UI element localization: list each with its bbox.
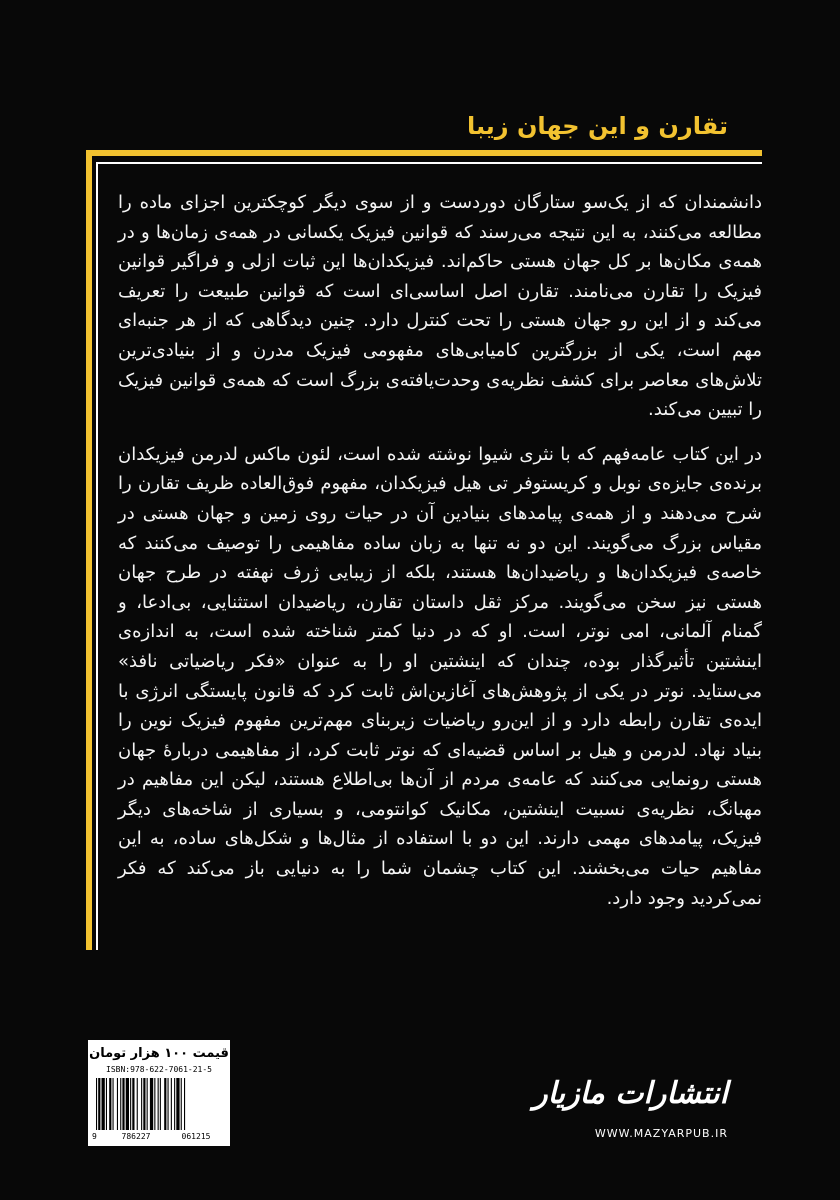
frame-left-yellow (86, 150, 92, 950)
barcode-bar (143, 1078, 145, 1130)
barcode-bar (164, 1078, 166, 1130)
barcode-bar (176, 1078, 179, 1130)
barcode-bar (122, 1078, 124, 1130)
barcode-bar (117, 1078, 118, 1130)
barcode-box (88, 1040, 230, 1146)
barcode-bar (137, 1078, 138, 1130)
publisher-website: WWW.MAZYARPUB.IR (594, 1127, 728, 1140)
barcode-bar (174, 1078, 175, 1130)
barcode-bar (154, 1078, 155, 1130)
price-label: قیمت ۱۰۰ هزار تومان (89, 1046, 229, 1061)
barcode-bar (109, 1078, 111, 1130)
blurb-paragraph-2: در این کتاب عامه‌فهم که با نثری شیوا نوشته شده است، لئون ماکس لدرمن فیزیکدان برنده‌ی جایزه‌ی نوبل و کریستوفر تی هیل فیزیکدان، مفهوم فوق‌العاده ظریف تقارن را شرح می‌دهند و از همه‌ی پیامدهای بنیادین آن در حیات روی زمین و جهان هستی در مقیاس بزرگ می‌گویند. این دو نه تنها به زبان ساده مفاهیمی را توصیف می‌کنند که خاصه‌ی فیزیکدان‌ها و ریاضیدان‌ها هستند، بلکه از زیبایی ژرف نهفته در طرح جهان هستی نیز سخن می‌گویند. مرکز ثقل داستان تقارن، ریاضیدان استثنایی، بی‌ادعا، و گمنام آلمانی، امی نوتر، است. او که در دنیا کمتر شناخته شده است، به اندازه‌ی اینشتین تأثیرگذار بوده، چندان که اینشتین او را به عنوان «فکر ریاضیاتی نافذ» می‌ستاید. نوتر در یکی از پژوهش‌های آغازین‌اش ثابت کرد که قانون پایستگی انرژی با ایده‌ی تقارن رابطه دارد و از این‌رو ریاضیات زیربنای مهم‌ترین مفهوم فیزیک نوین را بنیاد نهاد. لدرمن و هیل بر اساس قضیه‌ای که نوتر ثابت کرد، از مفاهیمی دربارهٔ جهان هستی رونمایی می‌کنند که عامه‌ی مردم از آن‌ها بی‌اطلاع هستند، لیکن این مفاهیم در مهبانگ، نظریه‌ی نسبیت اینشتین، مکانیک کوانتومی، و بسیاری از شاخه‌های دیگر فیزیک، پیامدهای مهمی دارند. این دو با استفاده از مثال‌ها و شکل‌های ساده، به این مفاهیم حیات می‌بخشند. این کتاب چشمان شما را به دنیایی باز می‌کند که فکر نمی‌کردید وجود دارد. (118, 443, 762, 909)
barcode-bar (126, 1078, 129, 1130)
barcode-bar (98, 1078, 100, 1130)
barcode-bar (120, 1078, 121, 1130)
barcode-bar (171, 1078, 172, 1130)
barcode-bar (158, 1078, 159, 1130)
publisher-logo: انتشارات مازیار (533, 1076, 728, 1111)
barcode-digits-right: 061215 (181, 1132, 211, 1141)
barcode-icon (94, 1078, 224, 1130)
blurb-paragraph-1: دانشمندان که از یک‌سو ستارگان دوردست و از سوی دیگر کوچکترین اجزای ماده را مطالعه می‌کنند، به این نتیجه می‌رسند که قوانین فیزیک یکسانی در همه‌ی زمان‌ها و در همه‌ی مکان‌ها بر کل جهان هستی حاکم‌اند. فیزیکدان‌ها این ثبات ازلی و فراگیر قوانین فیزیک را تقارن می‌نامند. تقارن اصل اساسی‌ای است که قوانین طبیعت را تعریف می‌کند و از این رو جهان هستی را تحت کنترل دارد. چنین دیدگاهی که از هر جنبه‌ای مهم است، یکی از بزرگترین کامیابی‌های مفهومی فیزیک مدرن و از بنیادی‌ترین تلاش‌های معاصر برای کشف نظریه‌ی وحدت‌یافته‌ی بزرگ است که همه‌ی قوانین فیزیک را تبیین می‌کند. (118, 192, 762, 421)
barcode-bar (181, 1078, 182, 1130)
barcode-bar (168, 1078, 169, 1130)
barcode-bar (147, 1078, 148, 1130)
barcode-bar (150, 1078, 153, 1130)
barcode-bar (141, 1078, 142, 1130)
isbn-label: ISBN:978-622-7061-21-5 (106, 1065, 212, 1074)
barcode-bar (132, 1078, 134, 1130)
barcode-digit-prefix: 9 (92, 1132, 97, 1141)
frame-top-white (96, 162, 762, 164)
frame-top-yellow (86, 150, 762, 156)
barcode-bar (113, 1078, 114, 1130)
barcode-digits (92, 1132, 226, 1141)
barcode-bar (130, 1078, 131, 1130)
barcode-bar (102, 1078, 105, 1130)
frame-left-white (96, 162, 98, 950)
barcode-bar (184, 1078, 185, 1130)
barcode-bar (160, 1078, 161, 1130)
barcode-bar (96, 1078, 97, 1130)
barcode-digits-left: 786227 (121, 1132, 151, 1141)
blurb (118, 188, 762, 928)
book-title: تقارن و این جهان زیبا (466, 112, 728, 140)
barcode-bar (106, 1078, 107, 1130)
